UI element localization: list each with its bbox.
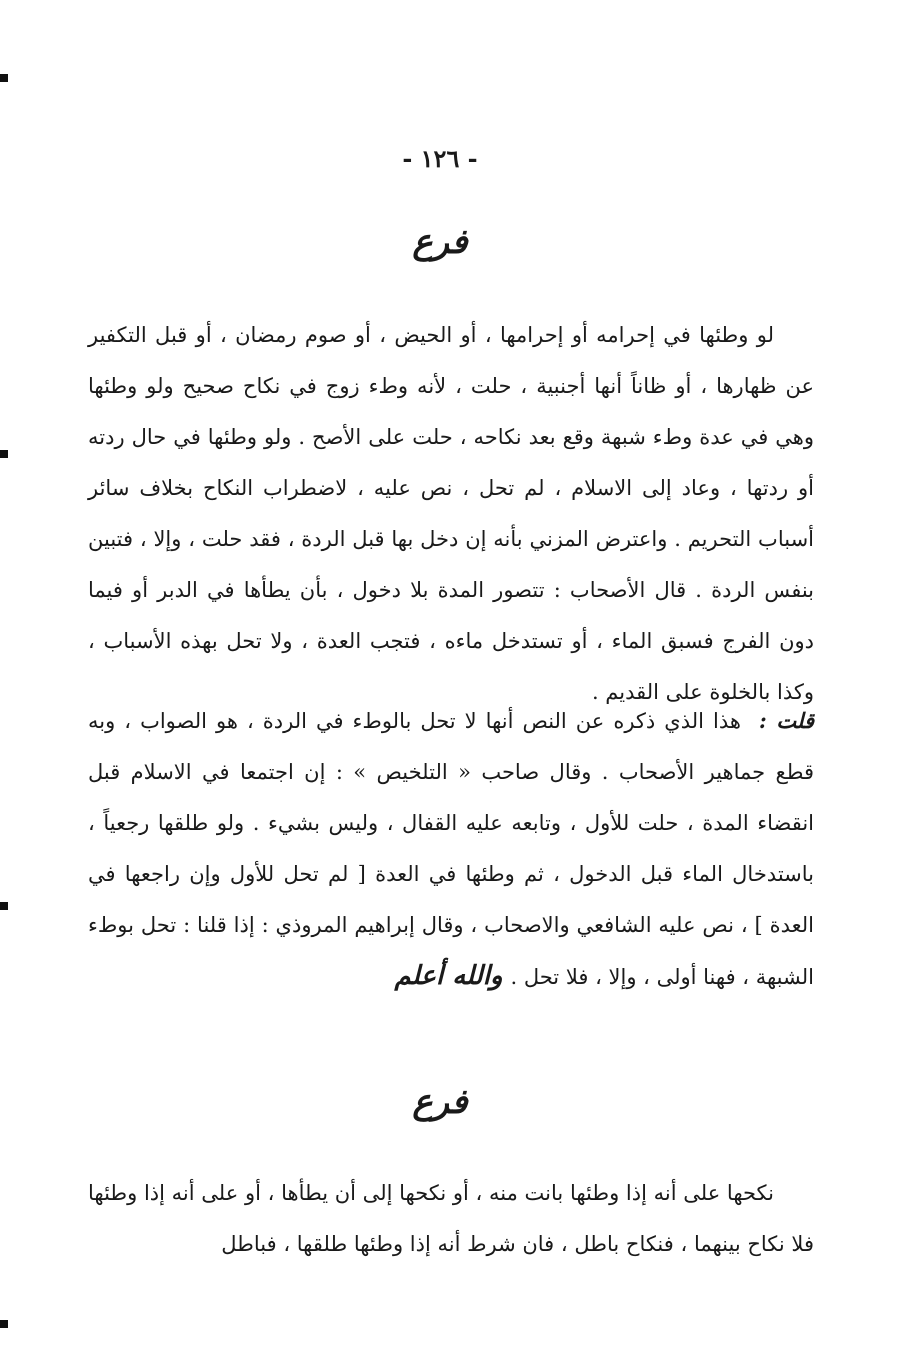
section-body	[88, 310, 814, 718]
page-number: - ١٢٦ -	[402, 144, 478, 173]
section-heading: فرع	[412, 222, 468, 262]
section-heading: فرع	[412, 1082, 468, 1122]
scan-mark	[0, 1320, 8, 1328]
paragraph: لو وطئها في إحرامه أو إحرامها ، أو الحيض ، أو صوم رمضان ، أو قبل التكفير عن ظهارها ، أو ظاناً أنها أجنبية ، حلت ، لأنه وطء زوج في نكاح صحيح ولو وطئها وهي في عدة وطء شبهة وقع بعد نكاحه ، حلت على الأصح . ولو وطئها في حال ردته أو ردتها ، وعاد إلى الاسلام ، لم تحل ، نص عليه ، لاضطراب النكاح بخلاف سائر أسباب التحريم . واعترض المزني بأنه إن دخل بها قبل الردة ، فقد حلت ، وإلا ، فتبين بنفس الردة . قال الأصحاب : تتصور المدة بلا دخول ، بأن يطأها في الدبر أو فيما دون الفرج فسبق الماء ، أو تستدخل ماءه ، فتجب العدة ، ولا تحل بهذه الأسباب ، وكذا بالخلوة على القديم .	[88, 323, 814, 704]
scan-mark	[0, 450, 8, 458]
scan-mark	[0, 902, 8, 910]
paragraph	[88, 695, 814, 1003]
section-body	[88, 1168, 814, 1270]
scan-mark	[0, 74, 8, 82]
note-text: هذا الذي ذكره عن النص أنها لا تحل بالوطء في الردة ، هو الصواب ، وبه قطع جماهير الأصحاب . وقال صاحب « التلخيص » : إن اجتمعا في الاسلام قبل انقضاء المدة ، حلت للأول ، وتابعه عليه القفال ، وليس بشيء . ولو طلقها رجعياً ، باستدخال الماء قبل الدخول ، ثم وطئها في العدة [ لم تحل للأول وإن راجعها في العدة ] ، نص عليه الشافعي والاصحاب ، وقال إبراهيم المروذي : إذا قلنا : تحل بوطء الشبهة ، فهنا أولى ، وإلا ، فلا تحل .	[88, 709, 814, 989]
closing-formula: والله أعلم	[394, 961, 503, 991]
note-lead: قلت :	[758, 708, 814, 733]
paragraph: نكحها على أنه إذا وطئها بانت منه ، أو نكحها إلى أن يطأها ، أو على أنه إذا وطئها فلا نكاح بينهما ، فنكاح باطل ، فان شرط أنه إذا وطئها طلقها ، فباطل	[88, 1181, 814, 1256]
note-body	[88, 695, 814, 1003]
